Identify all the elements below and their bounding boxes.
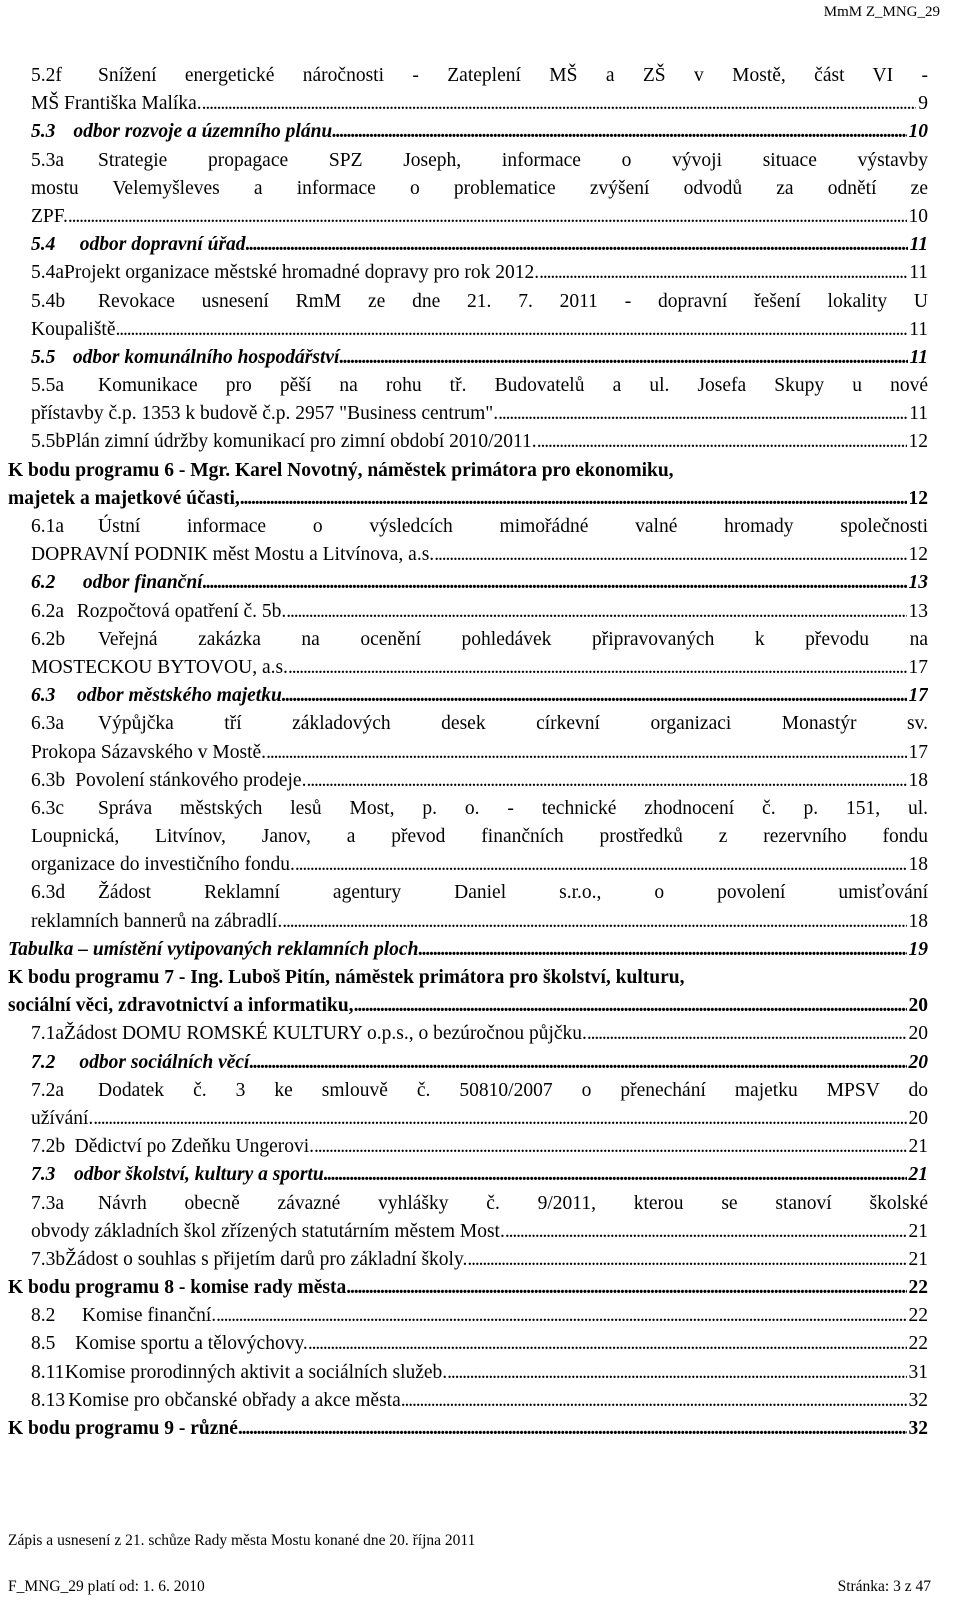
toc-entry-title: DOPRAVNÍ PODNIK měst Mostu a Litvínova, a.s. <box>31 544 435 566</box>
toc-entry-page: 21 <box>908 1220 928 1242</box>
toc-entry[interactable] <box>0 795 960 880</box>
toc-entry-title: Komise sportu a tělovýchovy. <box>75 1333 308 1355</box>
toc-entry-number: 6.3c <box>31 797 65 819</box>
toc-entry-page: 20 <box>908 995 928 1017</box>
toc-entry[interactable] <box>0 569 960 597</box>
toc-entry[interactable] <box>0 118 960 146</box>
toc-entry-page: 11 <box>909 234 928 256</box>
toc-entry[interactable] <box>0 767 960 795</box>
toc-entry-page: 12 <box>908 431 928 453</box>
toc-entry[interactable] <box>0 936 960 964</box>
toc-entry[interactable] <box>0 682 960 710</box>
toc-entry-number: 6.2b <box>31 628 66 650</box>
dot-leader <box>346 1274 906 1302</box>
toc-entry-page: 11 <box>909 262 928 284</box>
footer-form-code: F_MNG_29 platí od: 1. 6. 2010 <box>8 1578 205 1595</box>
toc-entry-number: 6.3 <box>31 685 56 707</box>
toc-entry[interactable] <box>0 1190 960 1246</box>
dot-leader <box>539 259 907 287</box>
toc-entry-number: 8.13 <box>31 1389 66 1411</box>
dot-leader <box>332 118 906 146</box>
dot-leader <box>498 400 907 428</box>
toc-entry-number: 5.3a <box>31 149 65 171</box>
dot-leader <box>282 908 906 936</box>
toc-entry-page: 18 <box>908 910 928 932</box>
toc-entry-page: 17 <box>908 741 928 763</box>
toc-entry-title: Projekt organizace městské hromadné dopravy pro rok 2012. <box>64 262 540 284</box>
toc-entry-title: Komise pro občanské obřady a akce města <box>68 1389 401 1411</box>
toc-entry-number: 5.4 <box>31 234 56 256</box>
toc-entry[interactable] <box>0 62 960 118</box>
toc-entry-number: 5.4a <box>31 262 65 284</box>
toc-entry-title: K bodu programu 6 - Mgr. Karel Novotný, náměstek primátora pro ekonomiku, <box>8 459 674 481</box>
dot-leader <box>93 1105 906 1133</box>
dot-leader <box>434 541 906 569</box>
toc-entry-page: 10 <box>908 205 928 227</box>
toc-entry[interactable] <box>0 879 960 935</box>
dot-leader <box>246 231 908 259</box>
dot-leader <box>115 316 907 344</box>
toc-entry-title: Výpůjčka tří základových desek církevní organizaci Monastýr sv. <box>98 713 928 735</box>
toc-entry-title: Loupnická, Litvínov, Janov, a převod finančních prostředků z rezervního fondu <box>31 826 928 848</box>
toc-entry-title: reklamních bannerů na zábradlí. <box>31 910 283 932</box>
toc-entry-number: 7.2a <box>31 1079 65 1101</box>
footer-page-info: Stránka: 3 z 47 <box>837 1578 931 1595</box>
toc-entry[interactable] <box>0 513 960 569</box>
toc-entry-number: 6.2a <box>31 600 65 622</box>
toc-entry-title: přístavby č.p. 1353 k budově č.p. 2957 "Business centrum". <box>31 403 499 425</box>
dot-leader <box>203 569 907 597</box>
toc-entry[interactable] <box>0 1077 960 1133</box>
toc-entry[interactable] <box>0 1020 960 1048</box>
dot-leader <box>266 739 906 767</box>
toc-entry-title: mostu Velemyšleves a informace o problematice zvýšení odvodů za odnětí ze <box>31 177 928 199</box>
toc-entry-title: Komise finanční. <box>81 1305 217 1327</box>
dot-leader <box>295 851 907 879</box>
toc-entry[interactable] <box>0 710 960 766</box>
toc-entry-title: Návrh obecně závazné vyhlášky č. 9/2011, kterou se stanoví školské <box>98 1192 928 1214</box>
toc-entry[interactable] <box>0 1387 960 1415</box>
toc-entry-page: 21 <box>908 1248 928 1270</box>
dot-leader <box>238 1415 907 1443</box>
dot-leader <box>505 1218 907 1246</box>
toc-entry-title: K bodu programu 8 - komise rady města <box>8 1277 347 1299</box>
dot-leader <box>324 1161 907 1189</box>
toc-entry[interactable] <box>0 1330 960 1358</box>
toc-entry-title: odbor dopravní úřad <box>79 234 246 256</box>
toc-entry-page: 32 <box>908 1389 928 1411</box>
toc-entry-page: 32 <box>908 1418 928 1439</box>
toc-entry-title: Plán zimní údržby komunikací pro zimní období 2010/2011. <box>65 431 537 453</box>
toc-entry-page: 20 <box>908 1051 928 1073</box>
toc-entry-title: odbor finanční <box>82 572 203 594</box>
toc-entry-title: Veřejná zakázka na ocenění pohledávek připravovaných k převodu na <box>98 628 928 650</box>
dot-leader <box>418 936 906 964</box>
toc-entry-number: 5.2f <box>31 65 62 86</box>
toc-entry-title: odbor školství, kultury a sportu <box>73 1164 324 1186</box>
toc-entry-title: Snížení energetické náročnosti - Zateplení MŠ a ZŠ v Mostě, část VI - <box>98 65 928 86</box>
dot-leader <box>288 654 907 682</box>
toc-entry-title: K bodu programu 9 - různé <box>8 1418 238 1439</box>
toc-entry-number: 6.1a <box>31 516 65 537</box>
toc-entry-title: obvody základních škol zřízených statutárním městem Most. <box>31 1220 505 1242</box>
toc-entry-title: ZPF. <box>31 205 68 227</box>
dot-leader <box>216 1302 906 1330</box>
toc-entry-title: Prokopa Sázavského v Mostě. <box>31 741 267 763</box>
dot-leader <box>202 90 917 118</box>
toc-entry-number: 5.5a <box>31 375 65 397</box>
toc-entry-title: odbor rozvoje a územního plánu <box>73 121 333 143</box>
toc-entry-title: Komise prorodinných aktivit a sociálních služeb. <box>64 1361 448 1383</box>
toc-entry-number: 6.3b <box>31 769 66 791</box>
dot-leader <box>447 1359 906 1387</box>
toc-entry-page: 9 <box>918 93 928 115</box>
toc-entry-number: 5.5b <box>31 431 66 453</box>
toc-entry-number: 7.3 <box>31 1164 56 1186</box>
toc-entry[interactable] <box>0 1133 960 1161</box>
toc-entry-title: Rozpočtová opatření č. 5b. <box>76 600 287 622</box>
toc-entry[interactable] <box>0 344 960 372</box>
toc-entry-title: Žádost DOMU ROMSKÉ KULTURY o.p.s., o bezúročnou půjčku. <box>64 1023 587 1045</box>
dot-leader <box>587 1020 907 1048</box>
table-of-contents <box>0 62 960 1443</box>
toc-entry-page: 21 <box>908 1164 928 1186</box>
toc-entry[interactable] <box>0 372 960 428</box>
dot-leader <box>286 598 906 626</box>
toc-entry-page: 20 <box>908 1023 928 1045</box>
toc-entry-page: 11 <box>909 346 928 368</box>
toc-entry[interactable] <box>0 231 960 259</box>
toc-entry[interactable] <box>0 1246 960 1274</box>
toc-entry-page: 10 <box>908 121 928 143</box>
toc-entry-title: Koupaliště <box>31 318 116 340</box>
toc-entry-page: 12 <box>908 487 928 509</box>
toc-entry-title: MOSTECKOU BYTOVOU, a.s. <box>31 656 288 678</box>
toc-entry-title: MŠ Františka Malíka. <box>31 93 202 115</box>
toc-entry-title: užívání. <box>31 1107 94 1129</box>
toc-entry-number: 7.2 <box>31 1051 56 1073</box>
dot-leader <box>306 767 906 795</box>
toc-entry-title: sociální věci, zdravotnictví a informatiku, <box>8 995 354 1017</box>
dot-leader <box>68 203 907 231</box>
toc-entry-page: 12 <box>908 544 928 566</box>
toc-entry-page: 22 <box>908 1305 928 1327</box>
toc-entry-title: odbor sociálních věcí <box>79 1051 250 1073</box>
toc-entry-title: Revokace usnesení RmM ze dne 21. 7. 2011 - dopravní řešení lokality U <box>98 290 928 312</box>
toc-entry-title: Tabulka – umístění vytipovaných reklamních ploch <box>8 938 419 960</box>
toc-entry-page: 13 <box>908 600 928 622</box>
dot-leader <box>249 1049 906 1077</box>
toc-entry-title: Strategie propagace SPZ Joseph, informace o vývoji situace výstavby <box>98 149 928 171</box>
toc-entry-number: 7.1a <box>31 1023 65 1045</box>
dot-leader <box>308 1330 907 1358</box>
toc-entry-title: odbor komunálního hospodářství <box>72 346 340 368</box>
toc-entry-title: Správa městských lesů Most, p. o. - technické zhodnocení č. p. 151, ul. <box>98 797 928 819</box>
document-code: MmM Z_MNG_29 <box>823 4 940 20</box>
toc-entry[interactable] <box>0 1161 960 1189</box>
toc-entry-title: Dědictví po Zdeňku Ungerovi. <box>74 1136 315 1158</box>
toc-entry-title: Žádost Reklamní agentury Daniel s.r.o., o povolení umisťování <box>98 882 928 904</box>
dot-leader <box>467 1246 906 1274</box>
toc-entry[interactable] <box>0 259 960 287</box>
dot-leader <box>314 1133 906 1161</box>
toc-entry-page: 20 <box>908 1107 928 1129</box>
toc-entry-title: Povolení stánkového prodeje. <box>75 769 307 791</box>
toc-entry[interactable] <box>0 1415 960 1443</box>
toc-entry-number: 8.2 <box>31 1305 56 1327</box>
toc-entry-page: 21 <box>908 1136 928 1158</box>
toc-entry-number: 7.3a <box>31 1192 65 1214</box>
toc-entry[interactable] <box>0 626 960 682</box>
dot-leader <box>401 1387 907 1415</box>
toc-entry-number: 5.5 <box>31 346 56 368</box>
toc-entry[interactable] <box>0 1359 960 1387</box>
toc-entry-page: 22 <box>908 1333 928 1355</box>
toc-entry-page: 11 <box>909 403 928 425</box>
toc-entry-title: K bodu programu 7 - Ing. Luboš Pitín, náměstek primátora pro školství, kulturu, <box>8 967 685 988</box>
dot-leader <box>282 682 907 710</box>
dot-leader <box>354 992 907 1020</box>
toc-entry-page: 31 <box>908 1361 928 1383</box>
toc-entry[interactable] <box>0 1302 960 1330</box>
toc-entry-title: odbor městského majetku <box>77 685 282 707</box>
footer-meeting-note: Zápis a usnesení z 21. schůze Rady města Mostu konané dne 20. října 2011 <box>8 1532 476 1549</box>
toc-entry-title: Žádost o souhlas s přijetím darů pro základní školy. <box>65 1248 468 1270</box>
toc-entry[interactable] <box>0 598 960 626</box>
toc-entry[interactable] <box>0 428 960 456</box>
toc-entry-title: organizace do investičního fondu. <box>31 854 295 876</box>
toc-entry-title: Dodatek č. 3 ke smlouvě č. 50810/2007 o přenechání majetku MPSV do <box>98 1079 928 1101</box>
toc-entry-page: 22 <box>908 1277 928 1299</box>
toc-entry[interactable] <box>0 457 960 513</box>
toc-entry-number: 5.4b <box>31 290 66 312</box>
toc-entry[interactable] <box>0 288 960 344</box>
toc-entry-number: 5.3 <box>31 121 56 143</box>
toc-entry-number: 6.3a <box>31 713 65 735</box>
toc-entry-page: 11 <box>909 318 928 340</box>
toc-entry-page: 18 <box>908 854 928 876</box>
toc-entry-page: 17 <box>908 656 928 678</box>
toc-entry-number: 6.2 <box>31 572 56 594</box>
dot-leader <box>240 485 907 513</box>
toc-entry-title: Komunikace pro pěší na rohu tř. Budovatelů a ul. Josefa Skupy u nové <box>98 375 928 397</box>
toc-entry[interactable] <box>0 1274 960 1302</box>
toc-entry[interactable] <box>0 1049 960 1077</box>
toc-entry[interactable] <box>0 147 960 232</box>
toc-entry-number: 7.3b <box>31 1248 66 1270</box>
toc-entry[interactable] <box>0 964 960 1020</box>
toc-entry-number: 6.3d <box>31 882 66 904</box>
toc-entry-number: 7.2b <box>31 1136 66 1158</box>
dot-leader <box>339 344 907 372</box>
toc-entry-number: 8.5 <box>31 1333 56 1355</box>
toc-entry-title: majetek a majetkové účasti, <box>8 487 240 509</box>
toc-entry-number: 8.11 <box>31 1361 65 1383</box>
toc-entry-page: 13 <box>908 572 928 594</box>
toc-entry-page: 17 <box>908 685 928 707</box>
toc-entry-title: Ústní informace o výsledcích mimořádné valné hromady společnosti <box>98 516 928 537</box>
toc-entry-page: 18 <box>908 769 928 791</box>
dot-leader <box>537 428 907 456</box>
toc-entry-page: 19 <box>908 938 928 960</box>
